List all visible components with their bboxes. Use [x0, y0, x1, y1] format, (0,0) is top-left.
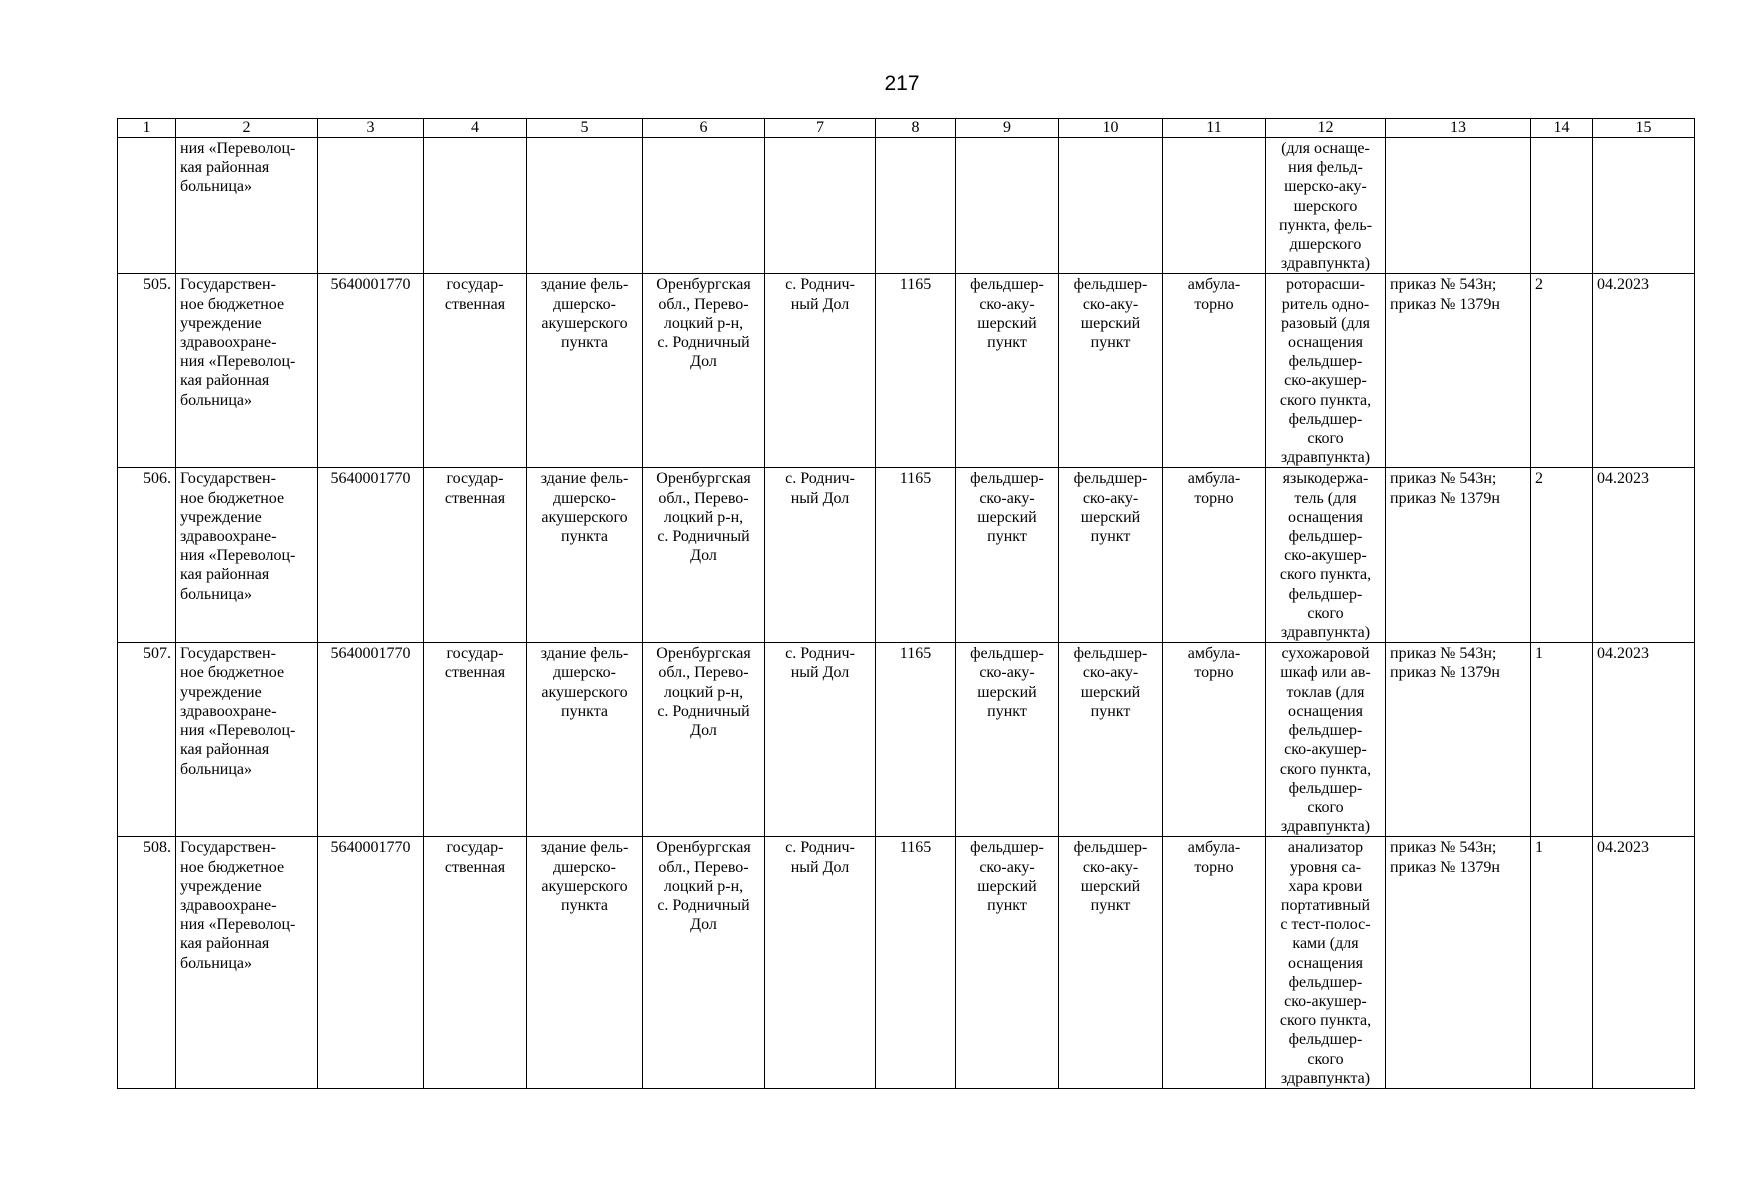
- row-number: 506.: [118, 468, 176, 643]
- unit-profile: фельдшер- ско-аку- шерский пункт: [1059, 468, 1163, 643]
- unit-type: фельдшер- ско-аку- шерский пункт: [956, 274, 1059, 468]
- order-reference: приказ № 543н; приказ № 1379н: [1386, 468, 1531, 643]
- address: Оренбургская обл., Перево- лоцкий р-н, с. Родничный Дол: [643, 643, 765, 837]
- table-row: [118, 837, 1695, 1089]
- quantity: 2: [1531, 468, 1593, 643]
- equipment: сухожаровой шкаф или ав- токлав (для оснащения фельдшер- ско-акушер- ского пункта, фельдшер- ского здравпункта): [1266, 643, 1386, 837]
- column-number: 12: [1266, 119, 1386, 138]
- unit-profile: [1059, 138, 1163, 274]
- unit-profile: фельдшер- ско-аку- шерский пункт: [1059, 274, 1163, 468]
- code: 1165: [876, 274, 956, 468]
- unit-type: фельдшер- ско-аку- шерский пункт: [956, 837, 1059, 1089]
- address: Оренбургская обл., Перево- лоцкий р-н, с. Родничный Дол: [643, 468, 765, 643]
- organization-name: Государствен- ное бюджетное учреждение здравоохране- ния «Переволоц- кая районная больница»: [176, 274, 318, 468]
- organization-name: Государствен- ное бюджетное учреждение здравоохране- ния «Переволоц- кая районная больница»: [176, 643, 318, 837]
- building: здание фель- дшерско- акушерского пункта: [527, 643, 643, 837]
- organization-name: ния «Переволоц- кая районная больница»: [176, 138, 318, 274]
- row-number: [118, 138, 176, 274]
- column-number: 8: [876, 119, 956, 138]
- ownership: государ- ственная: [424, 468, 527, 643]
- unit-type: фельдшер- ско-аку- шерский пункт: [956, 643, 1059, 837]
- equipment: роторасши- ритель одно- разовый (для оснащения фельдшер- ско-акушер- ского пункта, фельдшер- ского здравпункта): [1266, 274, 1386, 468]
- address: Оренбургская обл., Перево- лоцкий р-н, с. Родничный Дол: [643, 274, 765, 468]
- ownership: государ- ственная: [424, 274, 527, 468]
- building: здание фель- дшерско- акушерского пункта: [527, 468, 643, 643]
- quantity: 1: [1531, 643, 1593, 837]
- settlement: с. Роднич- ный Дол: [765, 837, 876, 1089]
- inn: [318, 138, 424, 274]
- column-number: 7: [765, 119, 876, 138]
- unit-type: фельдшер- ско-аку- шерский пункт: [956, 468, 1059, 643]
- order-reference: приказ № 543н; приказ № 1379н: [1386, 837, 1531, 1089]
- inn: 5640001770: [318, 837, 424, 1089]
- code: 1165: [876, 643, 956, 837]
- table-row: [118, 643, 1695, 837]
- column-number: 15: [1593, 119, 1695, 138]
- code: [876, 138, 956, 274]
- quantity: 1: [1531, 837, 1593, 1089]
- ownership: государ- ственная: [424, 837, 527, 1089]
- column-number: 10: [1059, 119, 1163, 138]
- organization-name: Государствен- ное бюджетное учреждение здравоохране- ния «Переволоц- кая районная больница»: [176, 468, 318, 643]
- care-conditions: амбула- торно: [1163, 468, 1266, 643]
- equipment: языкодержа- тель (для оснащения фельдшер- ско-акушер- ского пункта, фельдшер- ского здравпункта): [1266, 468, 1386, 643]
- date: 04.2023: [1593, 468, 1695, 643]
- settlement: с. Роднич- ный Дол: [765, 274, 876, 468]
- row-number: 507.: [118, 643, 176, 837]
- column-number: 5: [527, 119, 643, 138]
- column-number: 2: [176, 119, 318, 138]
- date: 04.2023: [1593, 274, 1695, 468]
- inn: 5640001770: [318, 274, 424, 468]
- unit-profile: фельдшер- ско-аку- шерский пункт: [1059, 837, 1163, 1089]
- building: [527, 138, 643, 274]
- order-reference: приказ № 543н; приказ № 1379н: [1386, 643, 1531, 837]
- building: здание фель- дшерско- акушерского пункта: [527, 837, 643, 1089]
- inn: 5640001770: [318, 468, 424, 643]
- table-row: [118, 138, 1695, 274]
- date: [1593, 138, 1695, 274]
- date: 04.2023: [1593, 643, 1695, 837]
- care-conditions: амбула- торно: [1163, 837, 1266, 1089]
- unit-type: [956, 138, 1059, 274]
- column-number: 4: [424, 119, 527, 138]
- building: здание фель- дшерско- акушерского пункта: [527, 274, 643, 468]
- address: Оренбургская обл., Перево- лоцкий р-н, с. Родничный Дол: [643, 837, 765, 1089]
- settlement: [765, 138, 876, 274]
- care-conditions: амбула- торно: [1163, 643, 1266, 837]
- equipment-table: [117, 118, 1695, 1089]
- column-number: 6: [643, 119, 765, 138]
- row-number: 508.: [118, 837, 176, 1089]
- page-number: 217: [884, 72, 920, 95]
- table-row: [118, 274, 1695, 468]
- order-reference: приказ № 543н; приказ № 1379н: [1386, 274, 1531, 468]
- ownership: государ- ственная: [424, 643, 527, 837]
- equipment: (для оснаще- ния фельд- шерско-аку- шерского пункта, фель- дшерского здравпункта): [1266, 138, 1386, 274]
- quantity: [1531, 138, 1593, 274]
- column-number: 1: [118, 119, 176, 138]
- column-number: 13: [1386, 119, 1531, 138]
- table-row: [118, 468, 1695, 643]
- settlement: с. Роднич- ный Дол: [765, 643, 876, 837]
- unit-profile: фельдшер- ско-аку- шерский пункт: [1059, 643, 1163, 837]
- care-conditions: [1163, 138, 1266, 274]
- column-number: 11: [1163, 119, 1266, 138]
- column-number-row: [118, 119, 1695, 138]
- organization-name: Государствен- ное бюджетное учреждение здравоохране- ния «Переволоц- кая районная больница»: [176, 837, 318, 1089]
- care-conditions: амбула- торно: [1163, 274, 1266, 468]
- column-number: 14: [1531, 119, 1593, 138]
- ownership: [424, 138, 527, 274]
- order-reference: [1386, 138, 1531, 274]
- code: 1165: [876, 837, 956, 1089]
- column-number: 3: [318, 119, 424, 138]
- date: 04.2023: [1593, 837, 1695, 1089]
- inn: 5640001770: [318, 643, 424, 837]
- column-number: 9: [956, 119, 1059, 138]
- equipment: анализатор уровня са- хара крови портативный с тест-полос- ками (для оснащения фельдшер- ско-акушер- ского пункта, фельдшер- ского здравпункта): [1266, 837, 1386, 1089]
- row-number: 505.: [118, 274, 176, 468]
- address: [643, 138, 765, 274]
- quantity: 2: [1531, 274, 1593, 468]
- code: 1165: [876, 468, 956, 643]
- settlement: с. Роднич- ный Дол: [765, 468, 876, 643]
